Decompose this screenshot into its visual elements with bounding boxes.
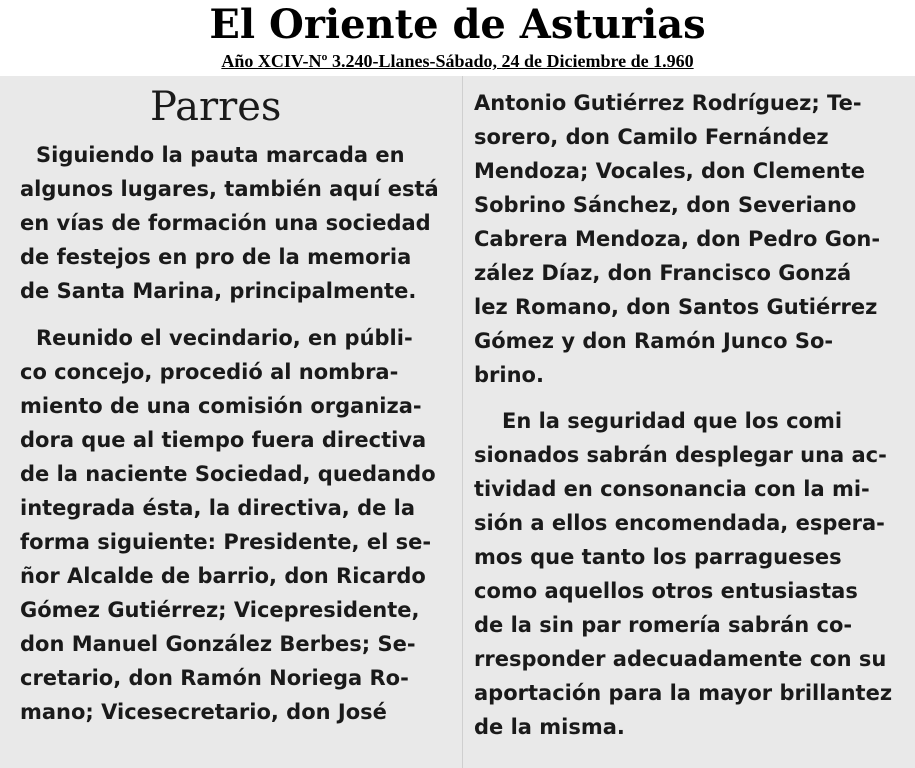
text-line: Gómez y don Ramón Junco So- bbox=[474, 329, 834, 353]
text-line: brino. bbox=[474, 363, 544, 387]
text-line: dora que al tiempo fuera directiva bbox=[20, 428, 427, 452]
article-heading: Parres bbox=[150, 84, 282, 130]
text-line: sión a ellos encomendada, espera- bbox=[474, 511, 885, 535]
text-line: sorero, don Camilo Fernández bbox=[474, 125, 829, 149]
masthead bbox=[0, 0, 915, 76]
text-line: mano; Vicesecretario, don José bbox=[20, 700, 387, 724]
text-line: de la sin par romería sabrán co- bbox=[474, 613, 853, 637]
text-line: co concejo, procedió al nombra- bbox=[20, 360, 399, 384]
text-line: como aquellos otros entusiastas bbox=[474, 579, 858, 603]
text-line: Reunido el vecindario, en públi- bbox=[36, 326, 413, 350]
text-line: Siguiendo la pauta marcada en bbox=[36, 143, 405, 167]
text-line: zález Díaz, don Francisco Gonzá bbox=[474, 261, 852, 285]
text-line: tividad en consonancia con la mi- bbox=[474, 477, 870, 501]
column-divider bbox=[462, 76, 463, 768]
text-line: Cabrera Mendoza, don Pedro Gon- bbox=[474, 227, 881, 251]
text-line: forma siguiente: Presidente, el se- bbox=[20, 530, 432, 554]
text-line: de Santa Marina, principalmente. bbox=[20, 279, 417, 303]
text-line: Sobrino Sánchez, don Severiano bbox=[474, 193, 857, 217]
text-line: ñor Alcalde de barrio, don Ricardo bbox=[20, 564, 426, 588]
text-line: de la naciente Sociedad, quedando bbox=[20, 462, 436, 486]
text-line: En la seguridad que los comi bbox=[502, 409, 843, 433]
text-line: Mendoza; Vocales, don Clemente bbox=[474, 159, 865, 183]
text-line: Antonio Gutiérrez Rodríguez; Te- bbox=[474, 91, 862, 115]
text-line: sionados sabrán desplegar una ac- bbox=[474, 443, 887, 467]
dateline-text: Año XCIV-Nº 3.240-Llanes-Sábado, 24 de Diciembre de 1.960 bbox=[221, 51, 694, 71]
text-line: de festejos en pro de la memoria bbox=[20, 245, 412, 269]
text-line: integrada ésta, la directiva, de la bbox=[20, 496, 416, 520]
text-line: algunos lugares, también aquí está bbox=[20, 177, 439, 201]
dateline bbox=[0, 50, 915, 72]
newspaper-title: El Oriente de Asturias bbox=[209, 1, 706, 48]
text-line: rresponder adecuadamente con su bbox=[474, 647, 887, 671]
text-line: don Manuel González Berbes; Se- bbox=[20, 632, 416, 656]
text-line: en vías de formación una sociedad bbox=[20, 211, 431, 235]
text-line: aportación para la mayor brillantez bbox=[474, 681, 893, 705]
text-line: mos que tanto los parragueses bbox=[474, 545, 842, 569]
text-line: cretario, don Ramón Noriega Ro- bbox=[20, 666, 409, 690]
article-clipping bbox=[0, 76, 915, 768]
text-line: lez Romano, don Santos Gutiérrez bbox=[474, 295, 878, 319]
text-line: Gómez Gutiérrez; Vicepresidente, bbox=[20, 598, 420, 622]
text-line: miento de una comisión organiza- bbox=[20, 394, 422, 418]
text-line: de la misma. bbox=[474, 715, 625, 739]
